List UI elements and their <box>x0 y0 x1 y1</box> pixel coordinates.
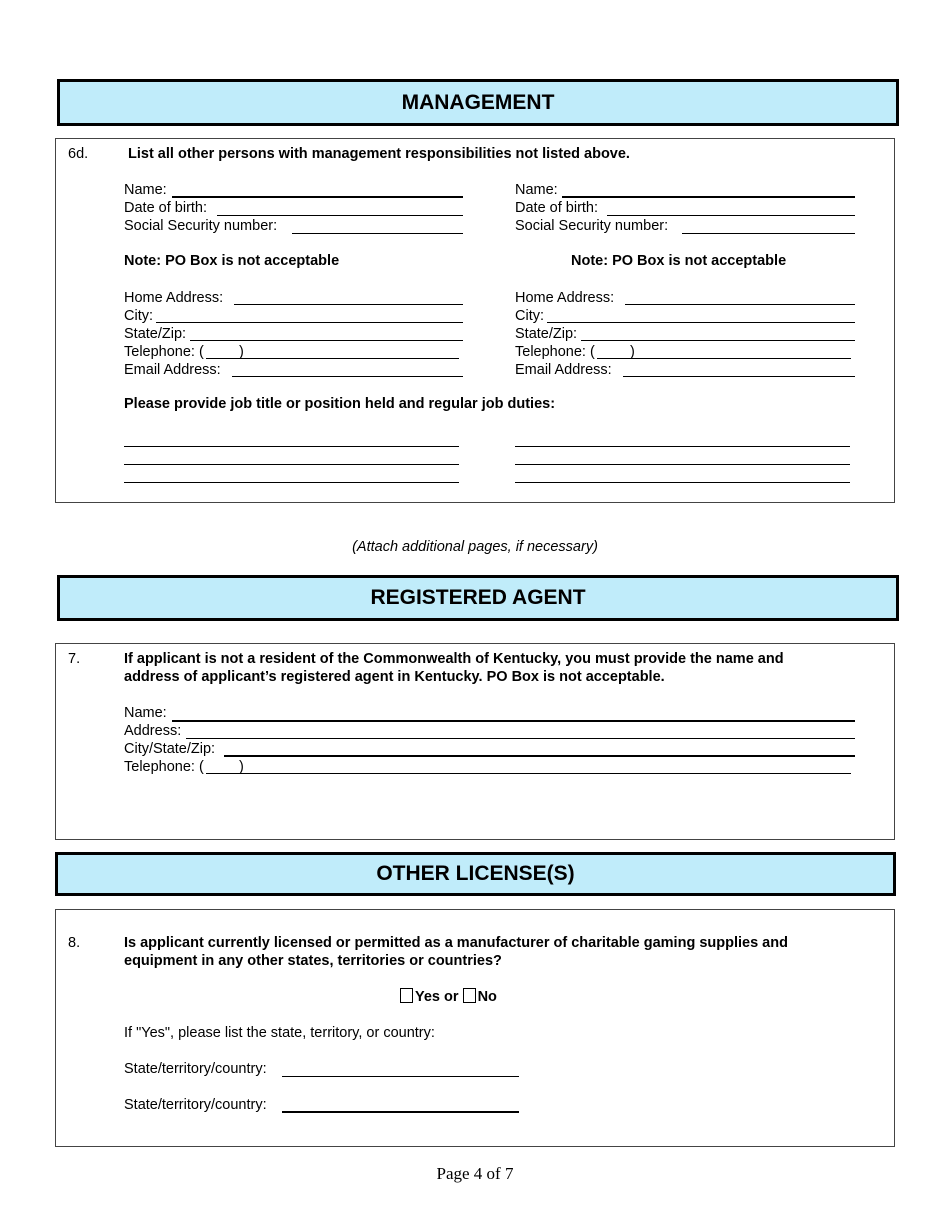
email-label-left: Email Address: <box>124 362 221 378</box>
duties-line-right-1[interactable] <box>515 446 850 447</box>
state-territory-input-1[interactable] <box>282 1076 519 1077</box>
ssn-input-right[interactable] <box>682 233 855 234</box>
question-text-line2: equipment in any other states, territories or countries? <box>124 953 502 969</box>
yes-label: Yes or <box>415 989 459 1005</box>
name-input-left[interactable] <box>172 196 463 198</box>
telephone-label-right: Telephone: ( <box>515 344 595 360</box>
management-box <box>55 138 895 503</box>
management-header <box>57 79 899 126</box>
telephone-input-right[interactable] <box>597 358 851 359</box>
email-label-right: Email Address: <box>515 362 612 378</box>
name-label-left: Name: <box>124 182 167 198</box>
city-input-right[interactable] <box>547 322 855 323</box>
other-licenses-box <box>55 909 895 1147</box>
no-checkbox[interactable] <box>463 988 476 1003</box>
management-header-text: MANAGEMENT <box>401 90 555 114</box>
state-territory-label-2: State/territory/country: <box>124 1097 267 1113</box>
if-yes-instruction: If "Yes", please list the state, territory, or country: <box>124 1025 435 1041</box>
telephone-input-left[interactable] <box>206 358 459 359</box>
agent-telephone-input[interactable] <box>206 773 851 774</box>
note-right: Note: PO Box is not acceptable <box>571 253 787 269</box>
telephone-label-left: Telephone: ( <box>124 344 204 360</box>
duties-line-right-2[interactable] <box>515 464 850 465</box>
city-label-right: City: <box>515 308 544 324</box>
city-input-left[interactable] <box>156 322 463 323</box>
agent-telephone-label: Telephone: ( <box>124 759 204 775</box>
yes-no-choice <box>400 988 497 1006</box>
name-input-right[interactable] <box>562 196 855 198</box>
other-licenses-header <box>55 852 896 896</box>
home-address-label-right: Home Address: <box>515 290 615 306</box>
duties-line-left-1[interactable] <box>124 446 459 447</box>
dob-input-right[interactable] <box>607 215 855 216</box>
dob-label-left: Date of birth: <box>124 200 208 216</box>
question-number: 8. <box>68 935 81 951</box>
agent-name-label: Name: <box>124 705 167 721</box>
question-text-line2: address of applicant’s registered agent in Kentucky. PO Box is not acceptable. <box>124 669 665 685</box>
city-label-left: City: <box>124 308 153 324</box>
registered-agent-header <box>57 575 899 621</box>
question-text: List all other persons with management responsibilities not listed above. <box>128 146 630 162</box>
page-number: Page 4 of 7 <box>436 1164 514 1183</box>
telephone-paren-left: ) <box>239 344 244 360</box>
agent-citystatezip-label: City/State/Zip: <box>124 741 216 757</box>
ssn-label-right: Social Security number: <box>515 218 669 234</box>
question-text-line1: If applicant is not a resident of the Commonwealth of Kentucky, you must provide the name and <box>124 651 784 667</box>
question-number: 6d. <box>68 146 89 162</box>
dob-input-left[interactable] <box>217 215 463 216</box>
question-text-line1: Is applicant currently licensed or permitted as a manufacturer of charitable gaming supplies and <box>124 935 788 951</box>
home-address-input-left[interactable] <box>234 304 463 305</box>
statezip-label-right: State/Zip: <box>515 326 578 342</box>
email-input-right[interactable] <box>623 376 855 377</box>
duties-prompt: Please provide job title or position held and regular job duties: <box>124 396 556 412</box>
agent-address-input[interactable] <box>186 738 855 739</box>
statezip-input-left[interactable] <box>190 340 463 341</box>
email-input-left[interactable] <box>232 376 463 377</box>
state-territory-label-1: State/territory/country: <box>124 1061 267 1077</box>
yes-checkbox[interactable] <box>400 988 413 1003</box>
statezip-label-left: State/Zip: <box>124 326 187 342</box>
ssn-input-left[interactable] <box>292 233 463 234</box>
telephone-paren-right: ) <box>630 344 635 360</box>
agent-name-input[interactable] <box>172 720 855 722</box>
other-licenses-header-text: OTHER LICENSE(S) <box>376 862 575 885</box>
state-territory-input-2[interactable] <box>282 1111 519 1113</box>
duties-line-right-3[interactable] <box>515 482 850 483</box>
agent-telephone-paren: ) <box>239 759 244 775</box>
duties-line-left-2[interactable] <box>124 464 459 465</box>
name-label-right: Name: <box>515 182 558 198</box>
registered-agent-header-text: REGISTERED AGENT <box>370 586 586 609</box>
ssn-label-left: Social Security number: <box>124 218 278 234</box>
agent-address-label: Address: <box>124 723 182 739</box>
agent-citystatezip-input[interactable] <box>224 755 855 757</box>
statezip-input-right[interactable] <box>581 340 855 341</box>
no-label: No <box>477 989 497 1005</box>
question-number: 7. <box>68 651 81 667</box>
attach-note: (Attach additional pages, if necessary) <box>352 539 598 555</box>
home-address-input-right[interactable] <box>625 304 855 305</box>
registered-agent-box <box>55 643 895 840</box>
home-address-label-left: Home Address: <box>124 290 224 306</box>
note-left: Note: PO Box is not acceptable <box>124 253 340 269</box>
dob-label-right: Date of birth: <box>515 200 599 216</box>
duties-line-left-3[interactable] <box>124 482 459 483</box>
